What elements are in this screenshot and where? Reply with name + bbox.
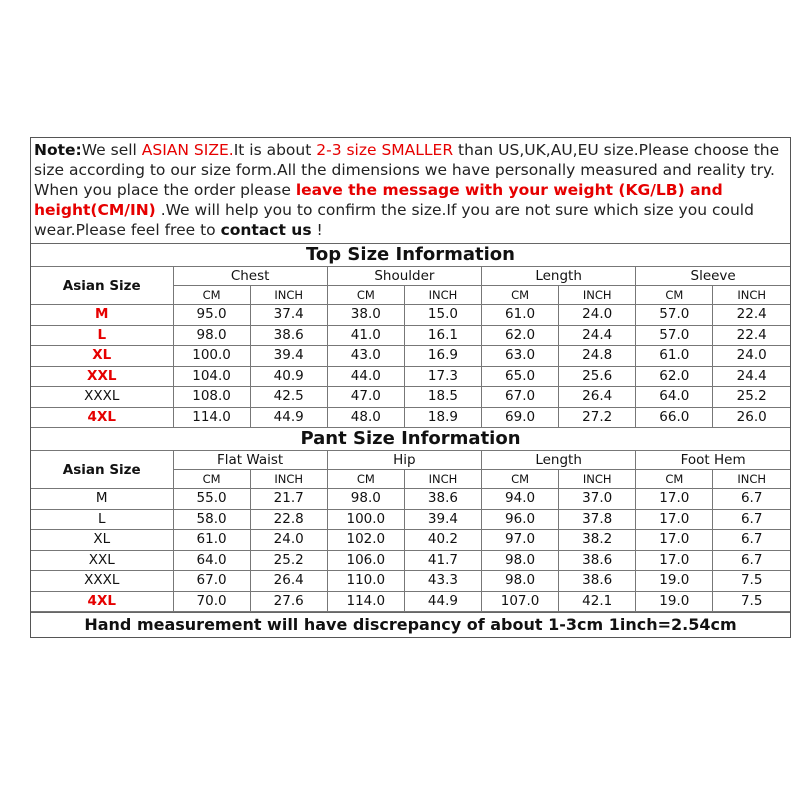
pant-group-3: Foot Hem (636, 451, 790, 470)
size-cell: M (31, 305, 173, 326)
top-title-row (31, 244, 790, 267)
pant-section-title: Pant Size Information (31, 428, 790, 451)
top-asian-size-header: Asian Size (31, 267, 173, 305)
value-cell: 38.6 (559, 550, 636, 571)
size-cell: XL (31, 530, 173, 551)
value-cell: 27.6 (250, 591, 327, 612)
value-cell: 67.0 (482, 387, 559, 408)
value-cell: 61.0 (173, 530, 250, 551)
table-row (31, 530, 790, 551)
top-unit-1: INCH (250, 286, 327, 305)
size-cell: 4XL (31, 407, 173, 428)
value-cell: 17.0 (636, 530, 713, 551)
value-cell: 24.0 (250, 530, 327, 551)
table-row (31, 366, 790, 387)
note-text (31, 138, 790, 244)
value-cell: 67.0 (173, 571, 250, 592)
top-group-2: Length (482, 267, 636, 286)
size-cell: L (31, 325, 173, 346)
value-cell: 38.0 (327, 305, 404, 326)
value-cell: 24.0 (559, 305, 636, 326)
top-group-1: Shoulder (327, 267, 481, 286)
value-cell: 38.6 (250, 325, 327, 346)
value-cell: 40.2 (404, 530, 481, 551)
value-cell: 55.0 (173, 489, 250, 510)
pant-group-1: Hip (327, 451, 481, 470)
value-cell: 107.0 (482, 591, 559, 612)
pant-group-0: Flat Waist (173, 451, 327, 470)
value-cell: 38.6 (404, 489, 481, 510)
value-cell: 114.0 (173, 407, 250, 428)
value-cell: 24.4 (559, 325, 636, 346)
value-cell: 24.0 (713, 346, 790, 367)
value-cell: 43.3 (404, 571, 481, 592)
pant-unit-0: CM (173, 470, 250, 489)
value-cell: 94.0 (482, 489, 559, 510)
value-cell: 42.5 (250, 387, 327, 408)
size-cell: XXXL (31, 387, 173, 408)
value-cell: 114.0 (327, 591, 404, 612)
value-cell: 95.0 (173, 305, 250, 326)
pant-unit-2: CM (327, 470, 404, 489)
value-cell: 104.0 (173, 366, 250, 387)
size-cell: XXL (31, 366, 173, 387)
value-cell: 22.4 (713, 305, 790, 326)
value-cell: 69.0 (482, 407, 559, 428)
value-cell: 6.7 (713, 530, 790, 551)
value-cell: 41.0 (327, 325, 404, 346)
value-cell: 17.0 (636, 550, 713, 571)
value-cell: 22.4 (713, 325, 790, 346)
pant-unit-4: CM (482, 470, 559, 489)
top-size-table (31, 244, 790, 428)
note-text-4: .We will help you to confirm the size.If you are not sure which size you could wear.Please feel free to (34, 201, 754, 239)
value-cell: 17.3 (404, 366, 481, 387)
size-cell: XL (31, 346, 173, 367)
value-cell: 64.0 (636, 387, 713, 408)
value-cell: 106.0 (327, 550, 404, 571)
note-text-1: We sell (81, 141, 142, 159)
value-cell: 19.0 (636, 591, 713, 612)
top-section-title: Top Size Information (31, 244, 790, 267)
value-cell: 15.0 (404, 305, 481, 326)
value-cell: 38.6 (559, 571, 636, 592)
value-cell: 102.0 (327, 530, 404, 551)
value-cell: 25.2 (713, 387, 790, 408)
note-contact-us: contact us (220, 221, 312, 239)
value-cell: 98.0 (482, 550, 559, 571)
value-cell: 7.5 (713, 591, 790, 612)
top-unit-4: CM (482, 286, 559, 305)
value-cell: 47.0 (327, 387, 404, 408)
size-chart (30, 137, 791, 638)
value-cell: 26.0 (713, 407, 790, 428)
value-cell: 98.0 (327, 489, 404, 510)
value-cell: 18.5 (404, 387, 481, 408)
pant-group-header (31, 451, 790, 470)
value-cell: 61.0 (482, 305, 559, 326)
value-cell: 16.1 (404, 325, 481, 346)
size-cell: L (31, 509, 173, 530)
value-cell: 44.0 (327, 366, 404, 387)
value-cell: 24.8 (559, 346, 636, 367)
value-cell: 66.0 (636, 407, 713, 428)
value-cell: 21.7 (250, 489, 327, 510)
value-cell: 63.0 (482, 346, 559, 367)
note-label: Note: (34, 141, 82, 159)
value-cell: 44.9 (250, 407, 327, 428)
top-unit-6: CM (636, 286, 713, 305)
value-cell: 18.9 (404, 407, 481, 428)
pant-unit-5: INCH (559, 470, 636, 489)
note-leave-message: leave the message with your weight (KG/LB) and height(CM/IN) (34, 181, 723, 219)
value-cell: 19.0 (636, 571, 713, 592)
value-cell: 41.7 (404, 550, 481, 571)
pant-title-row (31, 428, 790, 451)
value-cell: 27.2 (559, 407, 636, 428)
value-cell: 108.0 (173, 387, 250, 408)
value-cell: 37.8 (559, 509, 636, 530)
value-cell: 100.0 (327, 509, 404, 530)
top-unit-7: INCH (713, 286, 790, 305)
pant-size-table (31, 428, 790, 612)
pant-unit-6: CM (636, 470, 713, 489)
pant-unit-1: INCH (250, 470, 327, 489)
table-row (31, 571, 790, 592)
table-row (31, 591, 790, 612)
measurement-footer: Hand measurement will have discrepancy of about 1-3cm 1inch=2.54cm (31, 612, 790, 637)
note-text-5: ! (311, 221, 323, 239)
value-cell: 96.0 (482, 509, 559, 530)
value-cell: 48.0 (327, 407, 404, 428)
pant-asian-size-header: Asian Size (31, 451, 173, 489)
table-row (31, 550, 790, 571)
value-cell: 38.2 (559, 530, 636, 551)
value-cell: 57.0 (636, 325, 713, 346)
size-cell: XXL (31, 550, 173, 571)
value-cell: 37.0 (559, 489, 636, 510)
note-text-2: It is about (233, 141, 317, 159)
value-cell: 43.0 (327, 346, 404, 367)
value-cell: 44.9 (404, 591, 481, 612)
value-cell: 64.0 (173, 550, 250, 571)
top-group-header (31, 267, 790, 286)
value-cell: 57.0 (636, 305, 713, 326)
value-cell: 26.4 (559, 387, 636, 408)
top-group-3: Sleeve (636, 267, 790, 286)
value-cell: 62.0 (482, 325, 559, 346)
table-row (31, 305, 790, 326)
value-cell: 24.4 (713, 366, 790, 387)
value-cell: 25.2 (250, 550, 327, 571)
value-cell: 100.0 (173, 346, 250, 367)
table-row (31, 325, 790, 346)
value-cell: 16.9 (404, 346, 481, 367)
size-cell: XXXL (31, 571, 173, 592)
value-cell: 98.0 (173, 325, 250, 346)
table-row (31, 509, 790, 530)
pant-unit-3: INCH (404, 470, 481, 489)
table-row (31, 407, 790, 428)
value-cell: 58.0 (173, 509, 250, 530)
value-cell: 17.0 (636, 509, 713, 530)
table-row (31, 346, 790, 367)
top-unit-0: CM (173, 286, 250, 305)
value-cell: 26.4 (250, 571, 327, 592)
value-cell: 37.4 (250, 305, 327, 326)
value-cell: 65.0 (482, 366, 559, 387)
note-text-3: than US,UK,AU,EU size.Please choose the size according to our size form.All the dimensions we have personally measured and reality try. When you place the order please (34, 141, 780, 199)
value-cell: 22.8 (250, 509, 327, 530)
value-cell: 62.0 (636, 366, 713, 387)
value-cell: 39.4 (404, 509, 481, 530)
top-unit-3: INCH (404, 286, 481, 305)
size-cell: M (31, 489, 173, 510)
value-cell: 42.1 (559, 591, 636, 612)
value-cell: 6.7 (713, 509, 790, 530)
pant-group-2: Length (482, 451, 636, 470)
value-cell: 40.9 (250, 366, 327, 387)
size-cell: 4XL (31, 591, 173, 612)
value-cell: 61.0 (636, 346, 713, 367)
top-unit-2: CM (327, 286, 404, 305)
note-smaller: 2-3 size SMALLER (316, 141, 454, 159)
table-row (31, 489, 790, 510)
value-cell: 98.0 (482, 571, 559, 592)
top-group-0: Chest (173, 267, 327, 286)
value-cell: 39.4 (250, 346, 327, 367)
value-cell: 97.0 (482, 530, 559, 551)
value-cell: 7.5 (713, 571, 790, 592)
value-cell: 6.7 (713, 489, 790, 510)
value-cell: 17.0 (636, 489, 713, 510)
value-cell: 110.0 (327, 571, 404, 592)
note-asian-size: ASIAN SIZE. (141, 141, 234, 159)
value-cell: 70.0 (173, 591, 250, 612)
top-unit-5: INCH (559, 286, 636, 305)
value-cell: 25.6 (559, 366, 636, 387)
table-row (31, 387, 790, 408)
pant-unit-7: INCH (713, 470, 790, 489)
value-cell: 6.7 (713, 550, 790, 571)
